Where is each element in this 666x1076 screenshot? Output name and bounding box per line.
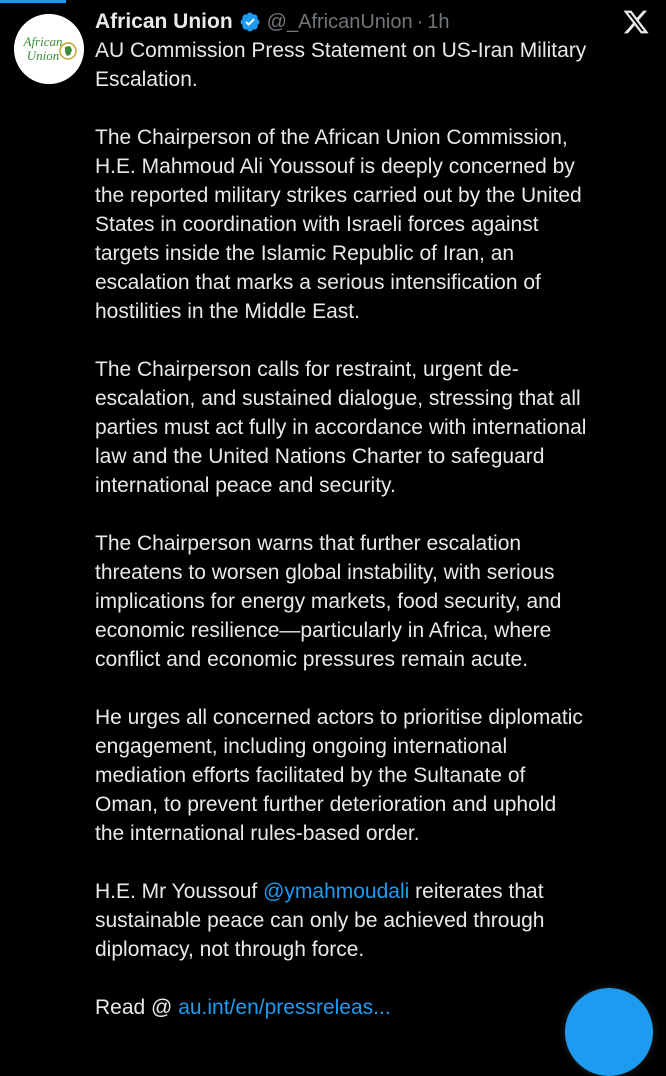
display-name[interactable]: African Union [95,10,233,33]
african-union-logo-icon [14,14,84,84]
mention-link[interactable]: @ymahmoudali [263,880,410,903]
read-more: Read @ au.int/en/pressreleas... [95,996,391,1019]
paragraph-5: H.E. Mr Youssouf @ymahmoudali reiterates that sustainable peace can only be achieved through diplomacy, not through force. [95,880,545,961]
separator-dot: · [416,10,424,33]
tweet-text [95,36,655,1051]
paragraph-2: The Chairperson calls for restraint, urgent de- escalation, and sustained dialogue, stressing that all parties must act fully in accordance with international law and the United Nations Charter to safeguard international peace and security. [95,358,587,497]
verified-badge-icon [239,11,261,33]
avatar-text-top: African [23,34,63,49]
tweet-header [95,6,450,38]
tweet-title: AU Commission Press Statement on US-Iran Military Escalation. [95,39,587,91]
x-logo-icon [622,8,650,36]
avatar[interactable] [14,14,84,84]
compose-button[interactable] [565,988,653,1076]
paragraph-3: The Chairperson warns that further escalation threatens to worsen global instability, with serious implications for energy markets, food security, and economic resilience—particularly in Africa, where conflict and economic pressures remain acute. [95,532,562,671]
press-release-link[interactable]: au.int/en/pressreleas... [178,996,391,1019]
paragraph-1: The Chairperson of the African Union Commission, H.E. Mahmoud Ali Youssouf is deeply concerned by the reported military strikes carried out by the United States in coordination with Israeli forces against targets inside the Islamic Republic of Iran, an escalation that marks a serious intensification of hostilities in the Middle East. [95,126,582,323]
paragraph-4: He urges all concerned actors to prioritise diplomatic engagement, including ongoing international mediation efforts facilitated by the Sultanate of Oman, to prevent further deterioration and uphold the international rules-based order. [95,706,583,845]
avatar-text-bottom: Union [26,48,60,63]
timestamp[interactable]: 1h [427,10,450,33]
handle[interactable]: @_AfricanUnion [266,10,413,33]
